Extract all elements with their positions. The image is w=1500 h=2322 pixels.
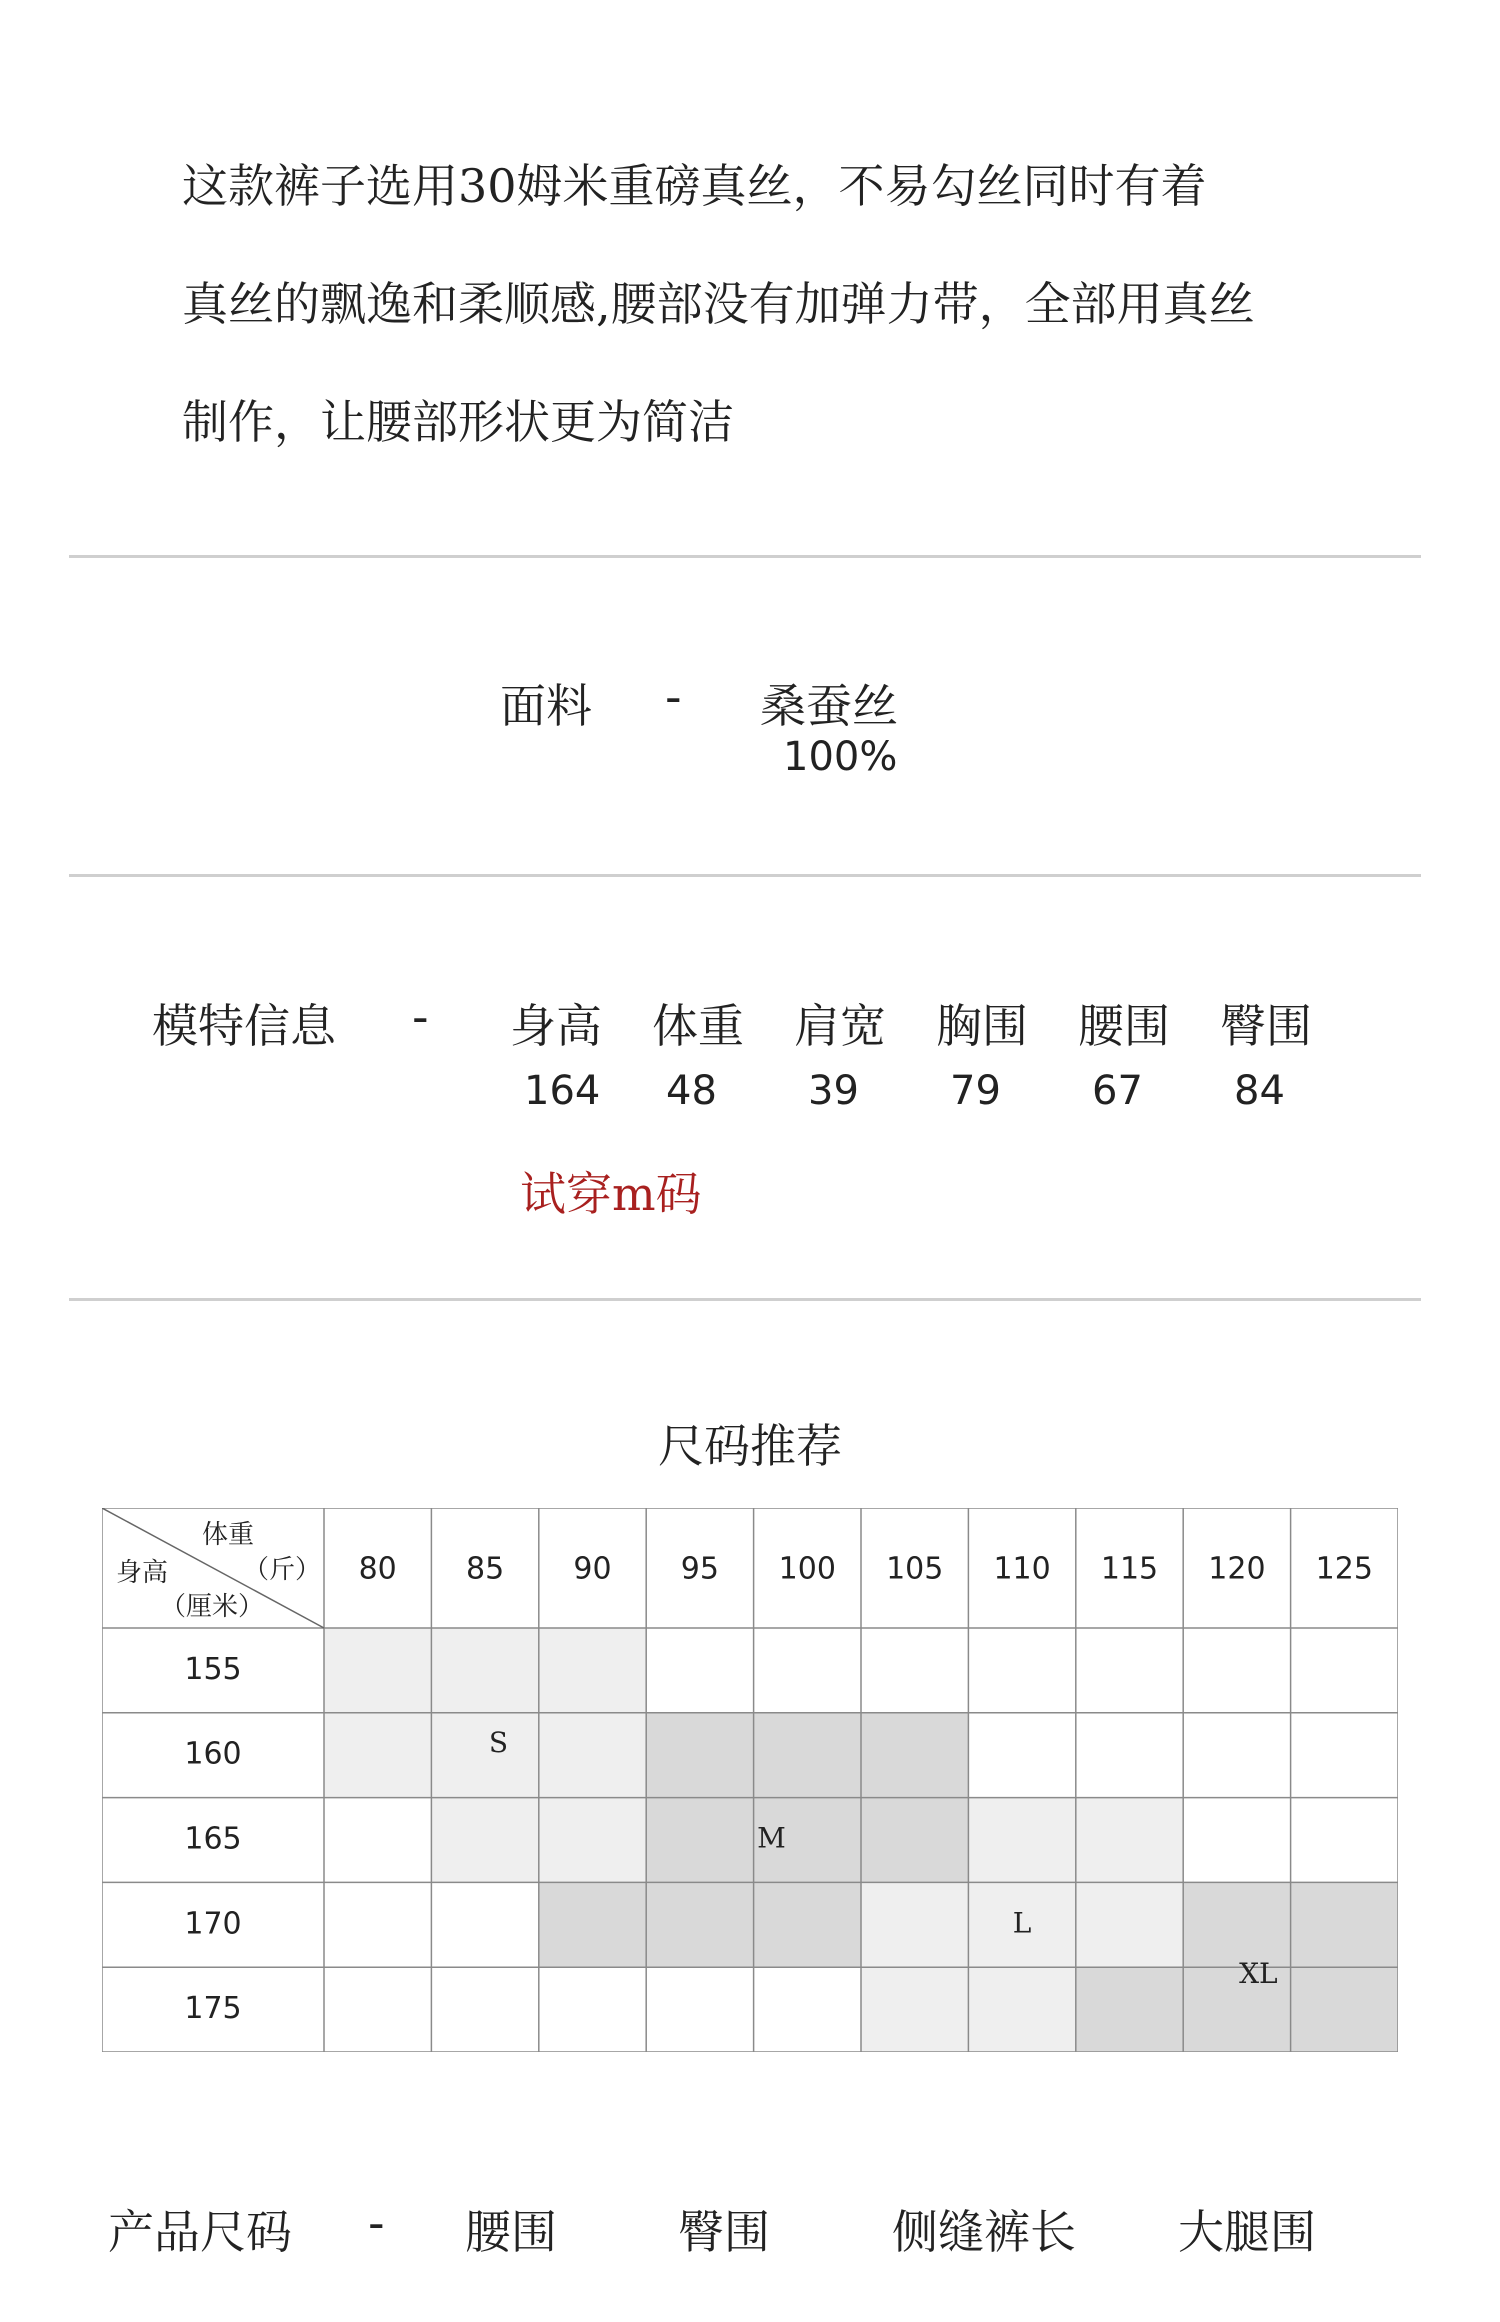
size-cell bbox=[539, 1628, 646, 1713]
size-cell bbox=[431, 1967, 538, 2052]
size-cell bbox=[324, 1882, 431, 1967]
size-cell bbox=[1076, 1628, 1183, 1713]
product-col-side-length: 侧缝裤长 bbox=[892, 2205, 1076, 2259]
size-cell bbox=[861, 1967, 968, 2052]
divider bbox=[69, 555, 1421, 558]
size-chart-title: 尺码推荐 bbox=[658, 1419, 842, 1473]
model-col-bust: 胸围 bbox=[936, 999, 1028, 1053]
fabric-value: 桑蚕丝 bbox=[760, 679, 898, 733]
product-label: 产品尺码 bbox=[108, 2205, 292, 2259]
size-cell bbox=[754, 1713, 861, 1798]
size-cell bbox=[1291, 1798, 1398, 1883]
size-label-xl: XL bbox=[1239, 1957, 1278, 1991]
model-val-hip: 84 bbox=[1234, 1068, 1285, 1114]
size-cell bbox=[968, 1967, 1075, 2052]
model-val-shoulder: 39 bbox=[808, 1068, 859, 1114]
height-header: 165 bbox=[184, 1821, 242, 1857]
size-cell bbox=[968, 1713, 1075, 1798]
size-cell bbox=[324, 1628, 431, 1713]
size-cell bbox=[431, 1628, 538, 1713]
size-label-l: L bbox=[1012, 1906, 1032, 1940]
size-cell bbox=[539, 1798, 646, 1883]
corner-height-unit: （厘米） bbox=[159, 1592, 265, 1622]
weight-header: 105 bbox=[886, 1551, 944, 1587]
size-cell bbox=[968, 1628, 1075, 1713]
model-col-hip: 臀围 bbox=[1220, 999, 1312, 1053]
product-dash: - bbox=[368, 2196, 385, 2250]
size-cell bbox=[1076, 1967, 1183, 2052]
weight-header: 125 bbox=[1315, 1551, 1373, 1587]
size-cell bbox=[539, 1967, 646, 2052]
weight-header: 100 bbox=[778, 1551, 836, 1587]
model-label: 模特信息 bbox=[152, 999, 336, 1053]
size-cell bbox=[324, 1967, 431, 2052]
size-cell bbox=[1076, 1882, 1183, 1967]
size-cell bbox=[646, 1967, 753, 2052]
intro-line-3: 制作，让腰部形状更为简洁 bbox=[182, 395, 734, 449]
size-label-s: S bbox=[488, 1726, 509, 1760]
fabric-dash: - bbox=[665, 670, 682, 724]
size-cell bbox=[646, 1628, 753, 1713]
weight-header: 120 bbox=[1208, 1551, 1266, 1587]
fabric-label: 面料 bbox=[500, 679, 592, 733]
size-cell bbox=[324, 1713, 431, 1798]
size-cell bbox=[431, 1882, 538, 1967]
divider bbox=[69, 1298, 1421, 1301]
size-cell bbox=[1291, 1713, 1398, 1798]
model-col-height: 身高 bbox=[510, 999, 602, 1053]
model-col-weight: 体重 bbox=[652, 999, 744, 1053]
size-cell bbox=[1291, 1882, 1398, 1967]
size-cell bbox=[646, 1882, 753, 1967]
size-cell bbox=[1076, 1798, 1183, 1883]
height-header: 155 bbox=[184, 1651, 242, 1687]
size-cell bbox=[861, 1713, 968, 1798]
corner-weight-label: 体重 bbox=[201, 1520, 255, 1550]
intro-line-1: 这款裤子选用30姆米重磅真丝，不易勾丝同时有着 bbox=[182, 159, 1207, 213]
size-cell bbox=[431, 1798, 538, 1883]
weight-header: 80 bbox=[358, 1551, 397, 1587]
size-cell bbox=[754, 1628, 861, 1713]
model-col-waist: 腰围 bbox=[1078, 999, 1170, 1053]
model-fit-note: 试穿m码 bbox=[520, 1167, 702, 1221]
model-val-height: 164 bbox=[524, 1068, 601, 1114]
size-cell bbox=[646, 1713, 753, 1798]
size-recommendation-table bbox=[102, 1508, 1398, 2052]
size-label-m: M bbox=[757, 1821, 786, 1855]
size-cell bbox=[1291, 1967, 1398, 2052]
size-cell bbox=[1183, 1798, 1290, 1883]
size-cell bbox=[539, 1882, 646, 1967]
fabric-percent: 100% bbox=[783, 734, 898, 780]
size-cell bbox=[1183, 1882, 1290, 1967]
model-val-weight: 48 bbox=[666, 1068, 717, 1114]
weight-header: 90 bbox=[573, 1551, 612, 1587]
model-dash: - bbox=[412, 990, 429, 1044]
height-header: 175 bbox=[184, 1991, 242, 2027]
size-cell bbox=[754, 1882, 861, 1967]
intro-line-2: 真丝的飘逸和柔顺感,腰部没有加弹力带，全部用真丝 bbox=[182, 277, 1255, 331]
size-grid bbox=[102, 1508, 1398, 2052]
corner-weight-unit: （斤） bbox=[242, 1555, 322, 1585]
size-cell bbox=[968, 1798, 1075, 1883]
height-header: 170 bbox=[184, 1906, 242, 1942]
size-cell bbox=[1076, 1713, 1183, 1798]
weight-header: 95 bbox=[680, 1551, 719, 1587]
model-val-bust: 79 bbox=[950, 1068, 1001, 1114]
size-cell bbox=[754, 1967, 861, 2052]
weight-header: 115 bbox=[1100, 1551, 1159, 1587]
size-cell bbox=[861, 1882, 968, 1967]
size-cell bbox=[1183, 1628, 1290, 1713]
weight-header: 110 bbox=[993, 1551, 1051, 1587]
model-val-waist: 67 bbox=[1092, 1068, 1143, 1114]
corner-height-label: 身高 bbox=[115, 1558, 169, 1588]
weight-header: 85 bbox=[466, 1551, 505, 1587]
size-cell bbox=[1183, 1713, 1290, 1798]
size-cell bbox=[861, 1628, 968, 1713]
height-header: 160 bbox=[184, 1736, 242, 1772]
size-cell bbox=[324, 1798, 431, 1883]
size-cell bbox=[1291, 1628, 1398, 1713]
size-cell bbox=[431, 1713, 538, 1798]
divider bbox=[69, 874, 1421, 877]
product-col-thigh: 大腿围 bbox=[1178, 2205, 1316, 2259]
product-col-waist: 腰围 bbox=[465, 2205, 557, 2259]
size-cell bbox=[539, 1713, 646, 1798]
size-cell bbox=[646, 1798, 753, 1883]
model-col-shoulder: 肩宽 bbox=[794, 999, 886, 1053]
size-cell bbox=[861, 1798, 968, 1883]
product-col-hip: 臀围 bbox=[678, 2205, 770, 2259]
